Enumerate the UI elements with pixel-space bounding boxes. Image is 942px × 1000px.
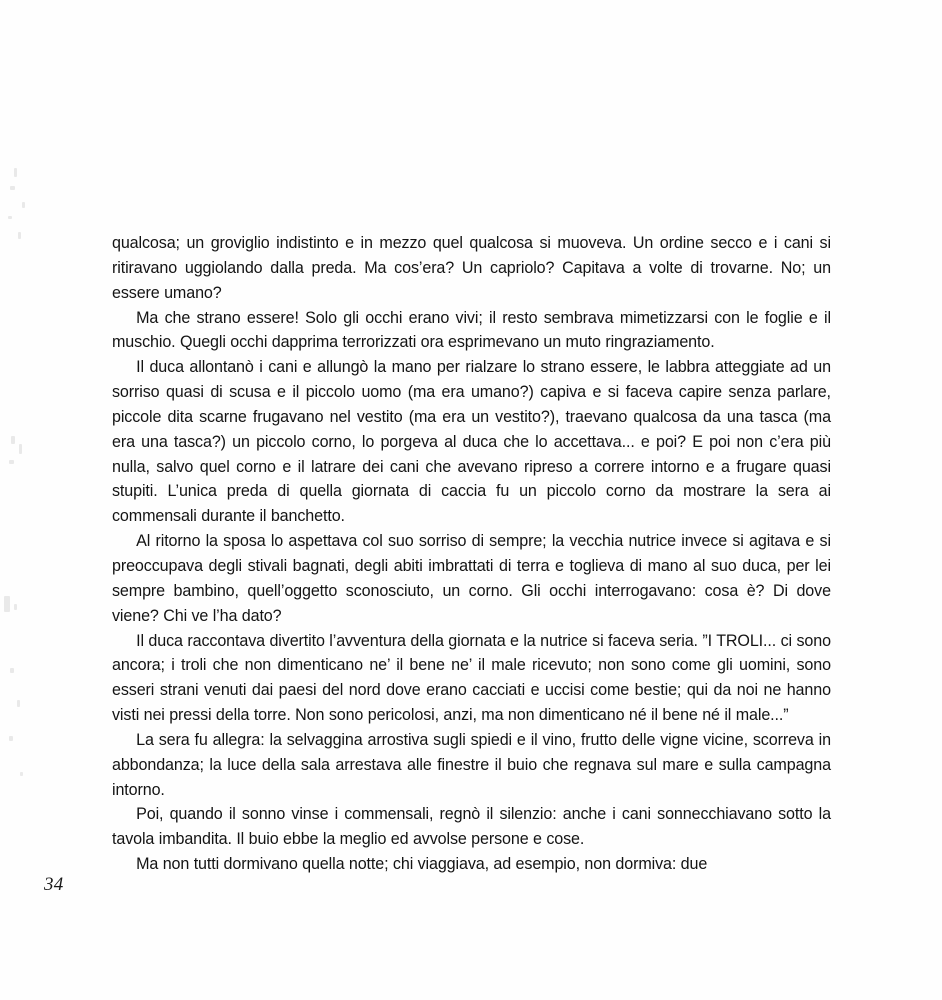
paragraph: qualcosa; un groviglio indistinto e in mezzo quel qualcosa si muoveva. Un ordine secco e i cani si ritiravano uggiolando dalla preda. Ma cos’era? Un capriolo? Capitava a volte di trovarne. No; un essere umano? <box>112 233 831 302</box>
scan-showthrough-artifacts <box>0 0 60 1000</box>
paragraph: Il duca raccontava divertito l’avventura della giornata e la nutrice si faceva seria. ”I TROLI... ci sono ancora; i troli che non dimenticano ne’ il bene ne’ il male ricevuto; non sono come gli uomini, sono esseri strani venuti dai paesi del nord dove erano cacciati e uccisi come bestie; qui da noi ne hanno visti nei pressi della torre. Non sono pericolosi, anzi, ma non dimenticano né il bene né il male...” <box>112 630 831 725</box>
paragraph: Poi, quando il sonno vinse i commensali, regnò il silenzio: anche i cani sonnecchiavano sotto la tavola imbandita. Il buio ebbe la meglio ed avvolse persone e cose. <box>112 804 831 849</box>
paragraph: Ma che strano essere! Solo gli occhi erano vivi; il resto sembrava mimetizzarsi con le foglie e il muschio. Quegli occhi dapprima terrorizzati ora esprimevano un muto ringraziamento. <box>112 307 831 352</box>
paragraph: Il duca allontanò i cani e allungò la mano per rialzare lo strano essere, le labbra atteggiate ad un sorriso quasi di scusa e il piccolo uomo (ma era umano?) capiva e si faceva capire senza parlare, piccole dita scarne frugavano nel vestito (ma era un vestito?), traevano qualcosa da una tasca (ma era una tasca?) un piccolo corno, lo porgeva al duca che lo accettava... e poi? E poi non c’era più nulla, salvo quel corno e il latrare dei cani che avevano ripreso a correre intorno e a frugare quasi stupiti. L’unica preda di quella giornata di caccia fu un piccolo corno da mostrare la sera ai commensali durante il banchetto. <box>112 357 831 526</box>
paragraph: Al ritorno la sposa lo aspettava col suo sorriso di sempre; la vecchia nutrice invece si agitava e si preoccupava degli stivali bagnati, degli abiti imbrattati di terra e toglieva di mano al suo duca, per lei sempre bambino, quell’oggetto sconosciuto, un corno. Gli occhi interrogavano: cosa è? Di dove viene? Chi ve l’ha dato? <box>112 531 831 625</box>
paragraph: La sera fu allegra: la selvaggina arrostiva sugli spiedi e il vino, frutto delle vigne vicine, scorreva in abbondanza; la luce della sala arrestava alle finestre il buio che regnava sul mare e sulla campagna intorno. <box>112 729 831 799</box>
page-text-column <box>112 231 831 877</box>
page-number: 34 <box>44 874 64 895</box>
paragraph: Ma non tutti dormivano quella notte; chi viaggiava, ad esempio, non dormiva: due <box>136 854 708 874</box>
